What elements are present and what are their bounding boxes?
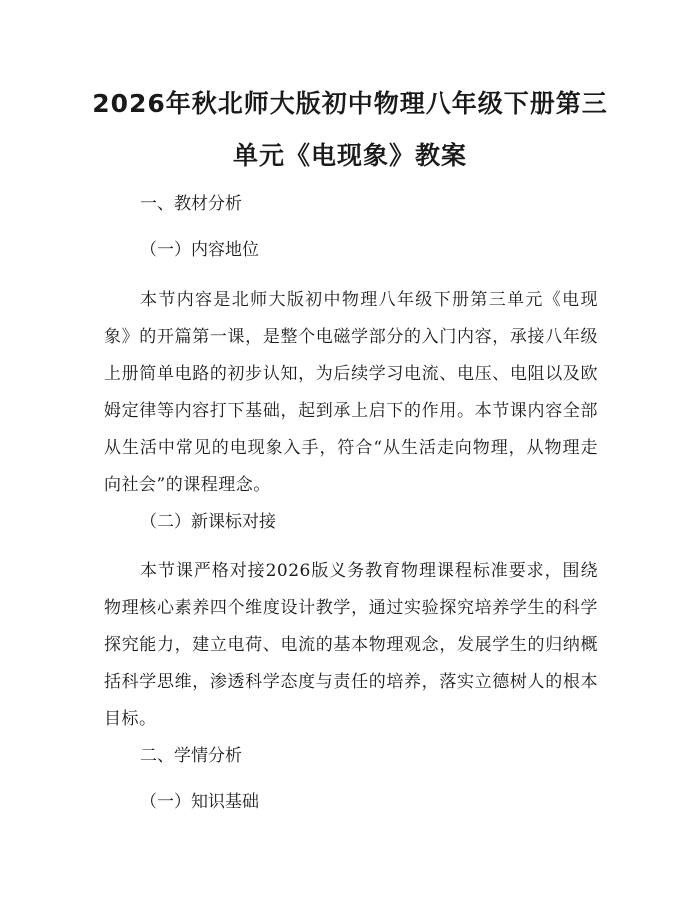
subsection-heading-knowledge-foundation: （一）知识基础 bbox=[140, 792, 259, 812]
section-heading-student-analysis: 二、学情分析 bbox=[140, 746, 242, 766]
paragraph-content-position: 本节内容是北师大版初中物理八年级下册第三单元《电现象》的开篇第一课，是整个电磁学部分的入门内容，承接八年级上册简单电路的初步认知，为后续学习电流、电压、电阻以及欧姆定律等内容打下基础，起到承上启下的作用。本节课内容全部从生活中常见的电现象入手，符合“从生活走向物理，从物理走向社会”的课程理念。 bbox=[104, 290, 598, 495]
section-heading-teaching-material-analysis: 一、教材分析 bbox=[140, 194, 242, 214]
subsection-heading-curriculum-standard: （二）新课标对接 bbox=[140, 512, 276, 532]
document-title: 2026年秋北师大版初中物理八年级下册第三单元《电现象》教案 bbox=[92, 89, 608, 170]
subsection-heading-content-position: （一）内容地位 bbox=[140, 240, 259, 260]
paragraph-curriculum-standard: 本节课严格对接2026版义务教育物理课程标准要求，围绕物理核心素养四个维度设计教学，通过实验探究培养学生的科学探究能力，建立电荷、电流的基本物理观念，发展学生的归纳概括科学思维，渗透科学态度与责任的培养，落实立德树人的根本目标。 bbox=[104, 561, 598, 729]
